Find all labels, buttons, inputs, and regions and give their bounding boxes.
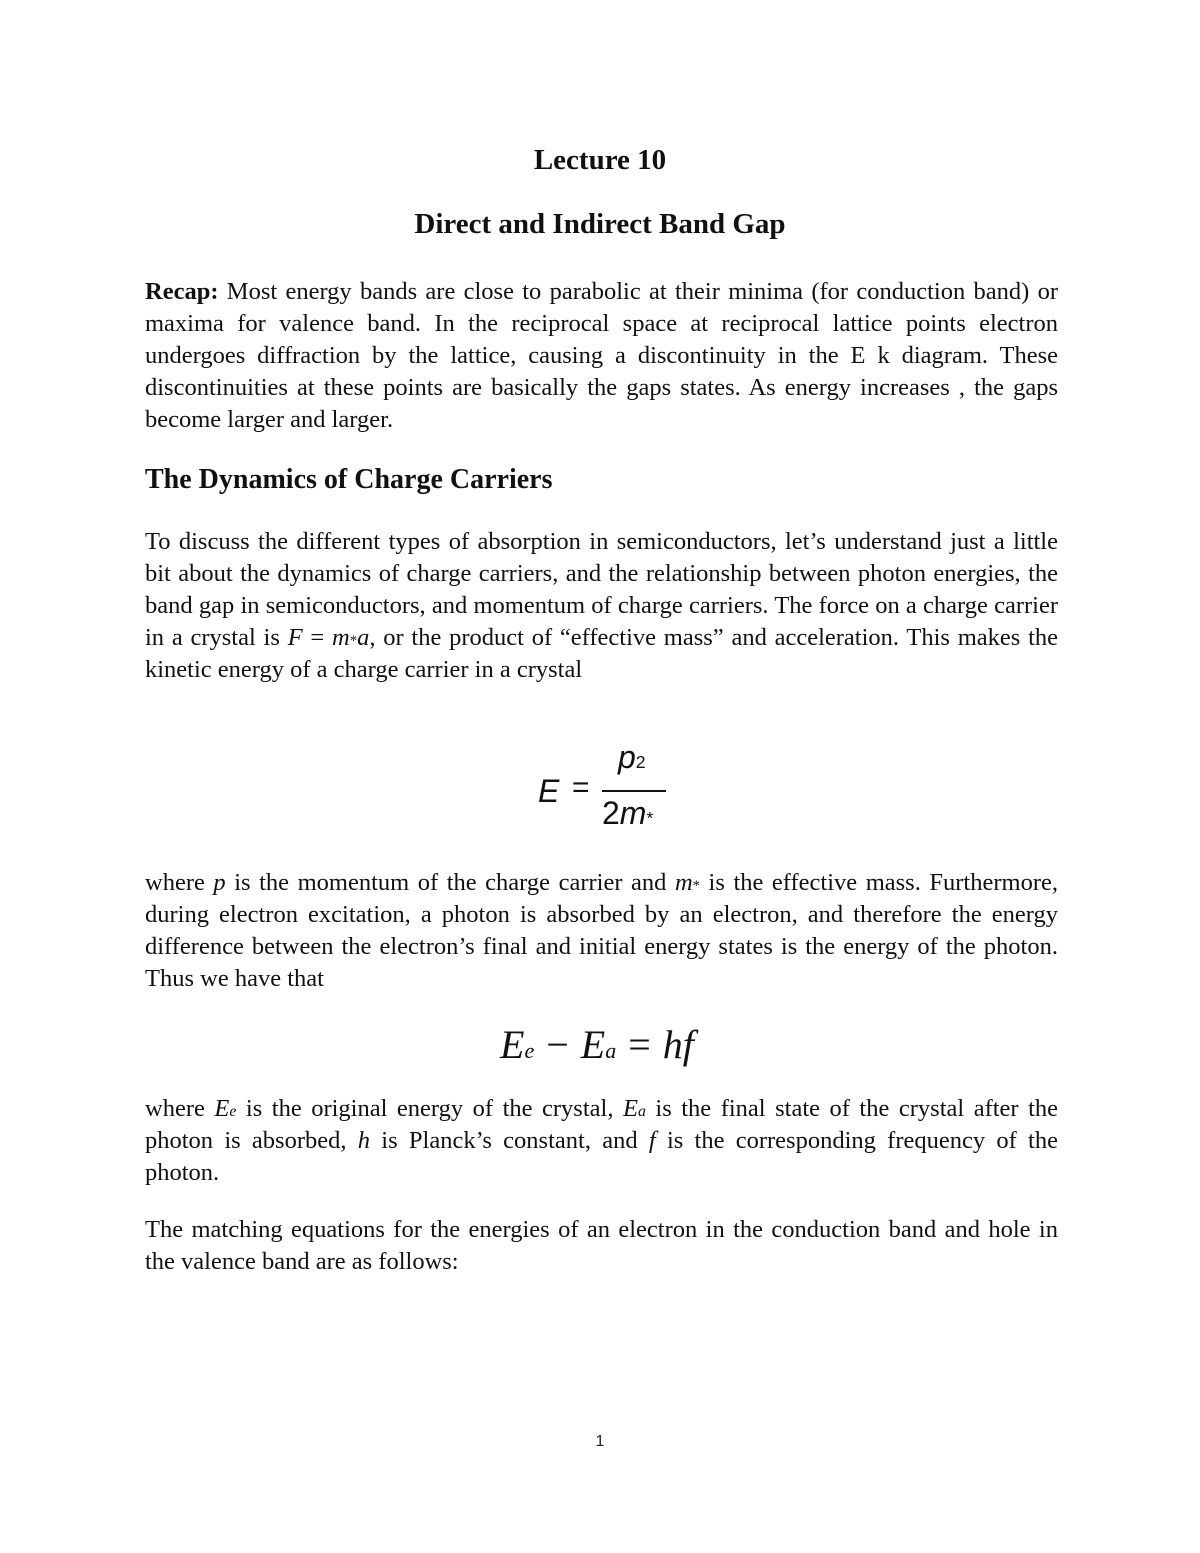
equation2-rhs: hf <box>662 1022 694 1067</box>
where-paragraph-2 <box>145 1093 1058 1189</box>
force-symbol: F <box>287 624 303 651</box>
equation2-E1: E <box>500 1022 525 1067</box>
momentum-symbol: p <box>213 869 226 896</box>
planck-symbol: h <box>357 1127 371 1154</box>
where2-text-1: where <box>145 1095 215 1122</box>
recap-paragraph <box>145 276 1058 436</box>
where1-text-1: where <box>145 869 214 896</box>
equation1-lhs: E <box>538 773 560 809</box>
equation1-numerator-exp: 2 <box>635 752 646 772</box>
where2-text-3: is the final state of the crystal after the photon is absorbed, <box>145 1095 1059 1154</box>
intro-paragraph <box>145 526 1058 686</box>
where-paragraph-1 <box>145 867 1058 995</box>
intro-text-2: , or the product of “effective mass” and acceleration. This makes the kinetic energy of a charge carrier in a crystal <box>145 624 1058 683</box>
Ee-symbol: E <box>214 1095 230 1122</box>
where2-text-5: is the corresponding frequency of the photon. <box>145 1127 1058 1186</box>
where1-text-2: is the momentum of the charge carrier and <box>225 869 675 896</box>
equation2-minus: − <box>546 1022 569 1067</box>
where2-text-4: is Planck’s constant, and <box>370 1127 649 1154</box>
page-title: Direct and Indirect Band Gap <box>414 208 786 240</box>
lecture-title: Lecture 10 <box>533 144 667 176</box>
mass-star: * <box>349 633 358 649</box>
equation1-numerator <box>618 739 646 776</box>
equation1-numerator-var: p <box>618 739 636 775</box>
frequency-symbol: f <box>648 1127 656 1154</box>
force-equals: = <box>302 624 333 651</box>
where2-text-2: is the original energy of the crystal, <box>236 1095 623 1122</box>
effective-mass-star: * <box>692 878 700 894</box>
equation2-equals: = <box>628 1022 651 1067</box>
Ea-symbol: E <box>622 1095 638 1122</box>
effective-mass-symbol: m <box>674 869 693 896</box>
photon-energy-equation <box>500 1020 694 1070</box>
Ee-subscript: e <box>229 1103 237 1120</box>
equation1-denominator-var: m <box>619 795 647 831</box>
equation1-denominator-coef: 2 <box>602 795 620 831</box>
recap-text: Most energy bands are close to parabolic at their minima (for conduction band) or maxima for valence band. In the reciprocal space at reciprocal lattice points electron undergoes diffraction by the lattice, causing a discontinuity in the E k diagram. These discontinuities at these points are basically the gaps states. As energy increases , the gaps become larger and larger. <box>145 278 1058 433</box>
equation1-equals: = <box>572 771 590 804</box>
equation2-sub2: a <box>605 1038 617 1063</box>
fraction-bar <box>602 790 666 792</box>
equation2-E2: E <box>580 1022 606 1067</box>
equation1-denominator <box>602 795 653 832</box>
acceleration-symbol: a <box>357 624 370 651</box>
page-number: 1 <box>595 1433 605 1450</box>
section-heading: The Dynamics of Charge Carriers <box>145 464 553 495</box>
intro-text-1: To discuss the different types of absorption in semiconductors, let’s understand just a little bit about the dynamics of charge carriers, and the relationship between photon energies, the band gap in semiconductors, and momentum of charge carriers. The force on a charge carrier in a crystal is <box>145 528 1058 651</box>
kinetic-energy-equation <box>530 735 690 835</box>
where1-text-3: is the effective mass. Furthermore, during electron excitation, a photon is absorbed by an electron, and therefore the energy difference between the electron’s final and initial energy states is the energy of the photon. Thus we have that <box>145 869 1058 992</box>
recap-label: Recap: <box>145 278 219 305</box>
matching-paragraph: The matching equations for the energies of an electron in the conduction band and hole in the valence band are as follows: <box>145 1216 1058 1275</box>
equation2-sub1: e <box>524 1038 535 1063</box>
Ea-subscript: a <box>637 1103 646 1120</box>
mass-symbol: m <box>332 624 350 651</box>
equation1-denominator-star: * <box>646 808 654 828</box>
